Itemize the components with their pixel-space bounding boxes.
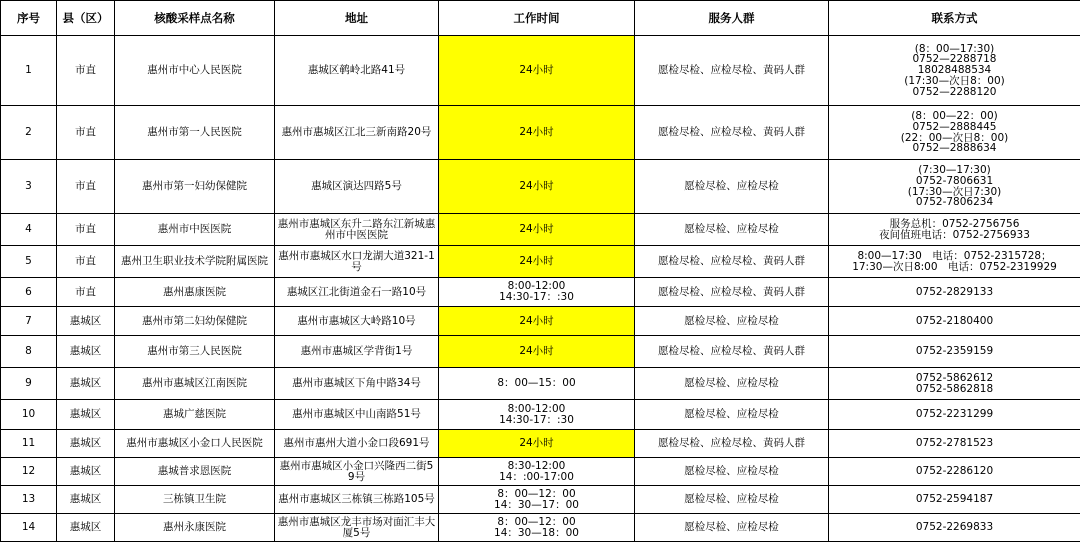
contact-cell-line: 0752—2888445 [912, 120, 997, 133]
district-cell: 市直 [57, 160, 115, 214]
table-row [1, 514, 1080, 542]
address-cell: 惠州市惠州大道小金口段691号 [275, 430, 439, 458]
contact-cell-line: 17:30—次日8:00 电话：0752-2319929 [852, 260, 1057, 273]
header-row [1, 1, 1080, 36]
service-group-cell: 愿检尽检、应检尽检 [635, 486, 829, 514]
row-number-cell: 5 [1, 246, 57, 278]
col-header-district: 县（区） [57, 1, 115, 36]
table-row [1, 278, 1080, 307]
site-name-cell: 惠州市中心人民医院 [115, 36, 275, 106]
district-cell: 市直 [57, 246, 115, 278]
service-group-cell: 愿检尽检、应检尽检 [635, 514, 829, 542]
col-header-service-group: 服务人群 [635, 1, 829, 36]
contact-cell [829, 106, 1080, 160]
work-hours-cell-line: 8：00—12：00 [497, 515, 576, 528]
address-cell: 惠城区鹌岭北路41号 [275, 36, 439, 106]
contact-cell-line: 0752—2888634 [912, 142, 997, 155]
contact-cell [829, 246, 1080, 278]
work-hours-cell [439, 160, 635, 214]
table-row [1, 486, 1080, 514]
contact-cell-line: 0752-2180400 [915, 314, 994, 327]
contact-cell-line: 0752-7806234 [915, 196, 994, 209]
contact-cell-line: (17:30—次日7:30) [907, 185, 1002, 198]
contact-cell [829, 278, 1080, 307]
contact-cell [829, 214, 1080, 246]
contact-cell-line: 8:00—17:30 电话：0752-2315728； [857, 249, 1052, 262]
work-hours-cell-line: 24小时 [519, 223, 554, 235]
district-cell: 市直 [57, 278, 115, 307]
service-group-cell: 愿检尽检、应检尽检、黄码人群 [635, 430, 829, 458]
work-hours-cell-line: 24小时 [519, 437, 554, 449]
contact-cell-line: (22：00—次日8：00) [900, 131, 1009, 144]
work-hours-cell [439, 336, 635, 368]
work-hours-cell-line: 14：30—17：00 [494, 498, 579, 511]
address-cell: 惠州市惠城区小金口兴隆西二街59号 [275, 458, 439, 486]
work-hours-cell [439, 106, 635, 160]
work-hours-cell-line: 24小时 [519, 255, 554, 267]
table-row [1, 36, 1080, 106]
site-name-cell: 三栋镇卫生院 [115, 486, 275, 514]
table-row [1, 458, 1080, 486]
district-cell: 惠城区 [57, 514, 115, 542]
table-row [1, 368, 1080, 400]
district-cell: 惠城区 [57, 430, 115, 458]
row-number-cell: 3 [1, 160, 57, 214]
table-row [1, 246, 1080, 278]
contact-cell-line: 18028488534 [917, 64, 992, 77]
contact-cell-line: 0752-2359159 [915, 345, 994, 358]
contact-cell-line: 0752-2829133 [915, 285, 994, 298]
row-number-cell: 8 [1, 336, 57, 368]
address-cell: 惠城区演达四路5号 [275, 160, 439, 214]
row-number-cell: 1 [1, 36, 57, 106]
contact-cell-line: 0752-2231299 [915, 408, 994, 421]
contact-cell-line: (17:30—次日8：00) [904, 74, 1005, 87]
site-name-cell: 惠州市第三人民医院 [115, 336, 275, 368]
address-cell: 惠州市惠城区水口龙湖大道321-1号 [275, 246, 439, 278]
work-hours-cell-line: 24小时 [519, 64, 554, 76]
contact-cell [829, 36, 1080, 106]
contact-cell-line: 0752—2288718 [912, 53, 997, 66]
site-name-cell: 惠州市惠城区小金口人民医院 [115, 430, 275, 458]
table-row [1, 307, 1080, 336]
site-name-cell: 惠州永康医院 [115, 514, 275, 542]
row-number-cell: 9 [1, 368, 57, 400]
address-cell: 惠州市惠城区中山南路51号 [275, 400, 439, 430]
site-name-cell: 惠州惠康医院 [115, 278, 275, 307]
contact-cell-line: 0752-7806631 [915, 174, 994, 187]
table-row [1, 160, 1080, 214]
contact-cell [829, 430, 1080, 458]
col-header-hours: 工作时间 [439, 1, 635, 36]
district-cell: 惠城区 [57, 400, 115, 430]
work-hours-cell-line: 14:30-17：:30 [499, 291, 574, 303]
contact-cell-line: 0752-2269833 [915, 521, 994, 534]
work-hours-cell-line: 14：:00-17:00 [499, 470, 574, 483]
contact-cell-line: 服务总机：0752-2756756 [889, 217, 1020, 230]
contact-cell [829, 514, 1080, 542]
address-cell: 惠州市惠城区三栋镇三栋路105号 [275, 486, 439, 514]
contact-cell-line: 0752-2286120 [915, 465, 994, 478]
work-hours-cell [439, 400, 635, 430]
work-hours-cell [439, 368, 635, 400]
district-cell: 惠城区 [57, 336, 115, 368]
table-row [1, 214, 1080, 246]
table-row [1, 430, 1080, 458]
contact-cell [829, 400, 1080, 430]
address-cell: 惠州市惠城区龙丰市场对面汇丰大厦5号 [275, 514, 439, 542]
address-cell: 惠州市惠城区学背街1号 [275, 336, 439, 368]
work-hours-cell [439, 278, 635, 307]
address-cell: 惠州市惠城区东升二路东江新城惠州市中医医院 [275, 214, 439, 246]
district-cell: 惠城区 [57, 307, 115, 336]
site-name-cell: 惠州市第二妇幼保健院 [115, 307, 275, 336]
district-cell: 市直 [57, 214, 115, 246]
contact-cell-line: 0752-5862612 [915, 371, 994, 384]
contact-cell [829, 307, 1080, 336]
work-hours-cell-line: 8:00-12:00 [507, 402, 566, 415]
col-header-contact: 联系方式 [829, 1, 1080, 36]
service-group-cell: 愿检尽检、应检尽检 [635, 160, 829, 214]
table-body [1, 36, 1080, 542]
address-cell: 惠城区江北街道金石一路10号 [275, 278, 439, 307]
row-number-cell: 6 [1, 278, 57, 307]
service-group-cell: 愿检尽检、应检尽检、黄码人群 [635, 106, 829, 160]
table-row [1, 106, 1080, 160]
contact-cell [829, 486, 1080, 514]
district-cell: 市直 [57, 36, 115, 106]
site-name-cell: 惠城普求恩医院 [115, 458, 275, 486]
address-cell: 惠州市惠城区江北三新南路20号 [275, 106, 439, 160]
row-number-cell: 2 [1, 106, 57, 160]
district-cell: 市直 [57, 106, 115, 160]
table-row [1, 400, 1080, 430]
site-name-cell: 惠州市惠城区江南医院 [115, 368, 275, 400]
work-hours-cell-line: 8:00-12:00 [507, 280, 566, 292]
work-hours-cell-line: 14:30-17：:30 [499, 413, 574, 426]
contact-cell [829, 368, 1080, 400]
row-number-cell: 13 [1, 486, 57, 514]
row-number-cell: 14 [1, 514, 57, 542]
contact-cell-line: (8：00—17:30) [914, 42, 995, 55]
site-name-cell: 惠州卫生职业技术学院附属医院 [115, 246, 275, 278]
row-number-cell: 12 [1, 458, 57, 486]
contact-cell-line: (8：00—22：00) [911, 109, 998, 122]
work-hours-cell [439, 486, 635, 514]
site-name-cell: 惠州市第一人民医院 [115, 106, 275, 160]
row-number-cell: 11 [1, 430, 57, 458]
address-cell: 惠州市惠城区大岭路10号 [275, 307, 439, 336]
row-number-cell: 10 [1, 400, 57, 430]
contact-cell-line: 夜间值班电话：0752-2756933 [879, 228, 1030, 241]
service-group-cell: 愿检尽检、应检尽检 [635, 458, 829, 486]
work-hours-cell [439, 514, 635, 542]
contact-cell [829, 336, 1080, 368]
row-number-cell: 7 [1, 307, 57, 336]
service-group-cell: 愿检尽检、应检尽检 [635, 400, 829, 430]
contact-cell-line: 0752-2594187 [915, 493, 994, 506]
service-group-cell: 愿检尽检、应检尽检 [635, 214, 829, 246]
work-hours-cell-line: 24小时 [519, 126, 554, 138]
service-group-cell: 愿检尽检、应检尽检、黄码人群 [635, 36, 829, 106]
contact-cell-line: 0752-5862818 [915, 382, 994, 395]
work-hours-cell [439, 458, 635, 486]
site-name-cell: 惠州市第一妇幼保健院 [115, 160, 275, 214]
col-header-site-name: 核酸采样点名称 [115, 1, 275, 36]
col-header-no: 序号 [1, 1, 57, 36]
service-group-cell: 愿检尽检、应检尽检、黄码人群 [635, 278, 829, 307]
service-group-cell: 愿检尽检、应检尽检、黄码人群 [635, 246, 829, 278]
contact-cell-line: 0752-2781523 [915, 437, 994, 450]
district-cell: 惠城区 [57, 486, 115, 514]
work-hours-cell-line: 8：00—12：00 [497, 487, 576, 500]
work-hours-cell-line: 24小时 [519, 180, 554, 192]
contact-cell-line: (7:30—17:30) [918, 163, 991, 176]
service-group-cell: 愿检尽检、应检尽检 [635, 307, 829, 336]
row-number-cell: 4 [1, 214, 57, 246]
work-hours-cell [439, 246, 635, 278]
district-cell: 惠城区 [57, 458, 115, 486]
work-hours-cell-line: 8:30-12:00 [507, 459, 566, 472]
contact-cell [829, 160, 1080, 214]
work-hours-cell [439, 36, 635, 106]
service-group-cell: 愿检尽检、应检尽检、黄码人群 [635, 336, 829, 368]
site-name-cell: 惠州市中医医院 [115, 214, 275, 246]
address-cell: 惠州市惠城区下角中路34号 [275, 368, 439, 400]
service-group-cell: 愿检尽检、应检尽检 [635, 368, 829, 400]
work-hours-cell-line: 14：30—18：00 [494, 526, 579, 539]
work-hours-cell [439, 430, 635, 458]
work-hours-cell [439, 307, 635, 336]
work-hours-cell-line: 24小时 [519, 314, 554, 327]
work-hours-cell-line: 8：00—15：00 [497, 377, 576, 389]
site-name-cell: 惠城广慈医院 [115, 400, 275, 430]
col-header-address: 地址 [275, 1, 439, 36]
work-hours-cell [439, 214, 635, 246]
work-hours-cell-line: 24小时 [519, 345, 554, 357]
table-row [1, 336, 1080, 368]
district-cell: 惠城区 [57, 368, 115, 400]
contact-cell [829, 458, 1080, 486]
contact-cell-line: 0752—2288120 [912, 85, 997, 98]
